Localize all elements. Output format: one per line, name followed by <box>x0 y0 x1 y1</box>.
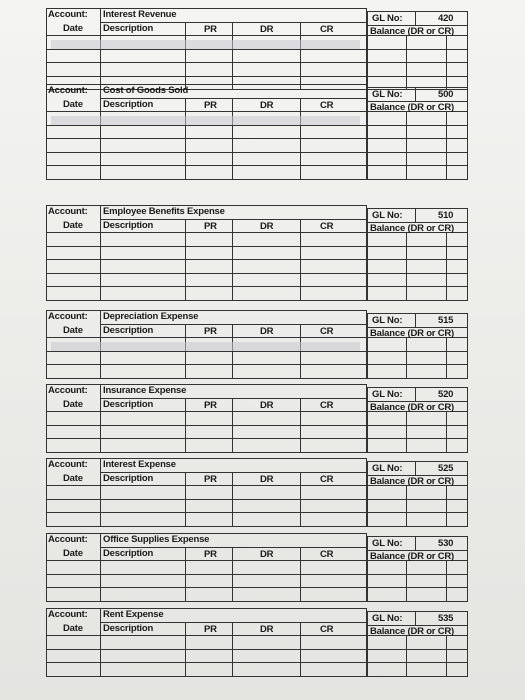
balance-col-line <box>446 111 447 179</box>
dr-header: DR <box>260 400 274 411</box>
balance-row-line <box>368 438 467 439</box>
ledger-grid <box>46 310 367 379</box>
account-name: Rent Expense <box>103 609 164 620</box>
balance-col-line <box>446 232 447 300</box>
date-header: Date <box>63 220 83 231</box>
gl-number: 535 <box>438 613 454 624</box>
date-header: Date <box>63 623 83 634</box>
row-line <box>47 587 366 588</box>
balance-row-line <box>368 49 467 50</box>
column-line <box>232 623 233 676</box>
bleed-through <box>51 40 360 49</box>
balance-row-line <box>368 587 467 588</box>
header-divider <box>47 35 366 36</box>
column-line <box>100 9 101 89</box>
balance-row-line <box>368 152 467 153</box>
gl-number-divider <box>415 537 416 550</box>
account-label: Account: <box>48 311 88 322</box>
pr-header: PR <box>204 24 217 35</box>
column-line <box>300 623 301 676</box>
pr-header: PR <box>204 474 217 485</box>
balance-grid <box>367 208 468 301</box>
gl-number-divider <box>415 388 416 401</box>
column-line <box>185 220 186 300</box>
cr-header: CR <box>320 400 334 411</box>
account-name: Cost of Goods Sold <box>103 85 189 96</box>
column-line <box>185 623 186 676</box>
date-header: Date <box>63 473 83 484</box>
cr-header: CR <box>320 549 334 560</box>
balance-col-line <box>406 111 407 179</box>
ledger-grid <box>46 608 367 677</box>
balance-header: Balance (DR or CR) <box>370 102 455 113</box>
ledger-grid <box>46 8 367 90</box>
balance-row-line <box>368 364 467 365</box>
gl-number: 420 <box>438 13 454 24</box>
column-line <box>232 399 233 452</box>
balance-row-line <box>368 165 467 166</box>
balance-row-line <box>368 259 467 260</box>
balance-col-line <box>446 485 447 526</box>
column-line <box>100 385 101 452</box>
row-line <box>47 165 366 166</box>
balance-row-line <box>368 499 467 500</box>
account-name: Insurance Expense <box>103 385 187 396</box>
gl-no-label: GL No: <box>372 210 403 221</box>
header-divider <box>47 485 366 486</box>
bleed-through <box>51 342 360 351</box>
column-line <box>185 399 186 452</box>
row-line <box>47 574 366 575</box>
balance-row-line <box>368 649 467 650</box>
description-header: Description <box>103 548 154 559</box>
gl-no-label: GL No: <box>372 463 403 474</box>
balance-col-line <box>406 337 407 378</box>
row-line <box>47 259 366 260</box>
cr-header: CR <box>320 24 334 35</box>
date-header: Date <box>63 548 83 559</box>
balance-header: Balance (DR or CR) <box>370 476 455 487</box>
cr-header: CR <box>320 326 334 337</box>
column-line <box>100 534 101 601</box>
description-header: Description <box>103 623 154 634</box>
balance-col-line <box>406 560 407 601</box>
gl-number-divider <box>415 12 416 25</box>
balance-col-line <box>406 35 407 89</box>
gl-number-divider <box>415 462 416 475</box>
row-line <box>47 662 366 663</box>
description-header: Description <box>103 23 154 34</box>
row-line <box>47 273 366 274</box>
description-header: Description <box>103 473 154 484</box>
balance-grid <box>367 87 468 180</box>
date-header: Date <box>63 99 83 110</box>
gl-number: 515 <box>438 315 454 326</box>
row-line <box>47 512 366 513</box>
row-line <box>47 62 366 63</box>
account-name: Interest Expense <box>103 459 176 470</box>
gl-number: 500 <box>438 89 454 100</box>
gl-no-label: GL No: <box>372 613 403 624</box>
account-label: Account: <box>48 609 88 620</box>
account-label: Account: <box>48 9 88 20</box>
column-line <box>185 473 186 526</box>
pr-header: PR <box>204 326 217 337</box>
column-line <box>232 473 233 526</box>
column-line <box>232 99 233 179</box>
balance-row-line <box>368 351 467 352</box>
balance-header: Balance (DR or CR) <box>370 26 455 37</box>
row-line <box>47 438 366 439</box>
row-line <box>47 76 366 77</box>
row-line <box>47 152 366 153</box>
description-header: Description <box>103 220 154 231</box>
dr-header: DR <box>260 624 274 635</box>
dr-header: DR <box>260 326 274 337</box>
column-line <box>232 220 233 300</box>
balance-row-line <box>368 425 467 426</box>
date-header: Date <box>63 23 83 34</box>
balance-col-line <box>446 337 447 378</box>
date-header: Date <box>63 325 83 336</box>
row-line <box>47 499 366 500</box>
gl-number-divider <box>415 88 416 101</box>
balance-row-line <box>368 76 467 77</box>
balance-col-line <box>446 560 447 601</box>
ledger-grid <box>46 205 367 301</box>
gl-no-label: GL No: <box>372 13 403 24</box>
header-divider <box>47 232 366 233</box>
description-header: Description <box>103 399 154 410</box>
row-line <box>47 286 366 287</box>
gl-no-label: GL No: <box>372 89 403 100</box>
column-line <box>185 23 186 89</box>
balance-row-line <box>368 246 467 247</box>
cr-header: CR <box>320 221 334 232</box>
row-line <box>47 364 366 365</box>
balance-col-line <box>446 635 447 676</box>
column-line <box>185 325 186 378</box>
account-label: Account: <box>48 534 88 545</box>
column-line <box>300 473 301 526</box>
balance-col-line <box>406 485 407 526</box>
column-line <box>300 220 301 300</box>
balance-header: Balance (DR or CR) <box>370 626 455 637</box>
balance-col-line <box>406 232 407 300</box>
account-label: Account: <box>48 385 88 396</box>
balance-row-line <box>368 574 467 575</box>
balance-header: Balance (DR or CR) <box>370 328 455 339</box>
dr-header: DR <box>260 24 274 35</box>
date-header: Date <box>63 399 83 410</box>
description-header: Description <box>103 325 154 336</box>
column-line <box>232 23 233 89</box>
dr-header: DR <box>260 100 274 111</box>
ledger-grid <box>46 458 367 527</box>
balance-row-line <box>368 62 467 63</box>
gl-no-label: GL No: <box>372 389 403 400</box>
row-line <box>47 649 366 650</box>
column-line <box>100 609 101 676</box>
cr-header: CR <box>320 474 334 485</box>
dr-header: DR <box>260 221 274 232</box>
balance-row-line <box>368 125 467 126</box>
column-line <box>185 548 186 601</box>
column-line <box>232 325 233 378</box>
pr-header: PR <box>204 100 217 111</box>
account-name: Interest Revenue <box>103 9 177 20</box>
column-line <box>300 23 301 89</box>
account-name: Employee Benefits Expense <box>103 206 225 217</box>
gl-number: 520 <box>438 389 454 400</box>
account-name: Depreciation Expense <box>103 311 199 322</box>
column-line <box>300 325 301 378</box>
header-divider <box>47 111 366 112</box>
dr-header: DR <box>260 474 274 485</box>
balance-header: Balance (DR or CR) <box>370 223 455 234</box>
gl-number-divider <box>415 209 416 222</box>
pr-header: PR <box>204 624 217 635</box>
balance-header: Balance (DR or CR) <box>370 551 455 562</box>
gl-no-label: GL No: <box>372 538 403 549</box>
gl-number-divider <box>415 612 416 625</box>
header-divider <box>47 560 366 561</box>
gl-number-divider <box>415 314 416 327</box>
column-line <box>232 548 233 601</box>
balance-col-line <box>446 411 447 452</box>
ledger-grid <box>46 84 367 180</box>
row-line <box>47 138 366 139</box>
balance-row-line <box>368 273 467 274</box>
gl-number: 510 <box>438 210 454 221</box>
description-header: Description <box>103 99 154 110</box>
gl-number: 525 <box>438 463 454 474</box>
gl-no-label: GL No: <box>372 315 403 326</box>
ledger-grid <box>46 384 367 453</box>
column-line <box>300 548 301 601</box>
balance-row-line <box>368 286 467 287</box>
cr-header: CR <box>320 624 334 635</box>
header-divider <box>47 337 366 338</box>
bleed-through <box>51 116 360 125</box>
balance-col-line <box>406 635 407 676</box>
balance-row-line <box>368 512 467 513</box>
account-name: Office Supplies Expense <box>103 534 210 545</box>
header-divider <box>47 411 366 412</box>
balance-header: Balance (DR or CR) <box>370 402 455 413</box>
account-label: Account: <box>48 459 88 470</box>
row-line <box>47 425 366 426</box>
balance-row-line <box>368 138 467 139</box>
account-label: Account: <box>48 85 88 96</box>
pr-header: PR <box>204 549 217 560</box>
gl-number: 530 <box>438 538 454 549</box>
balance-col-line <box>406 411 407 452</box>
cr-header: CR <box>320 100 334 111</box>
balance-col-line <box>446 35 447 89</box>
dr-header: DR <box>260 549 274 560</box>
header-divider <box>47 635 366 636</box>
pr-header: PR <box>204 221 217 232</box>
account-label: Account: <box>48 206 88 217</box>
balance-row-line <box>368 662 467 663</box>
column-line <box>300 399 301 452</box>
pr-header: PR <box>204 400 217 411</box>
row-line <box>47 246 366 247</box>
column-line <box>100 459 101 526</box>
column-line <box>185 99 186 179</box>
column-line <box>300 99 301 179</box>
